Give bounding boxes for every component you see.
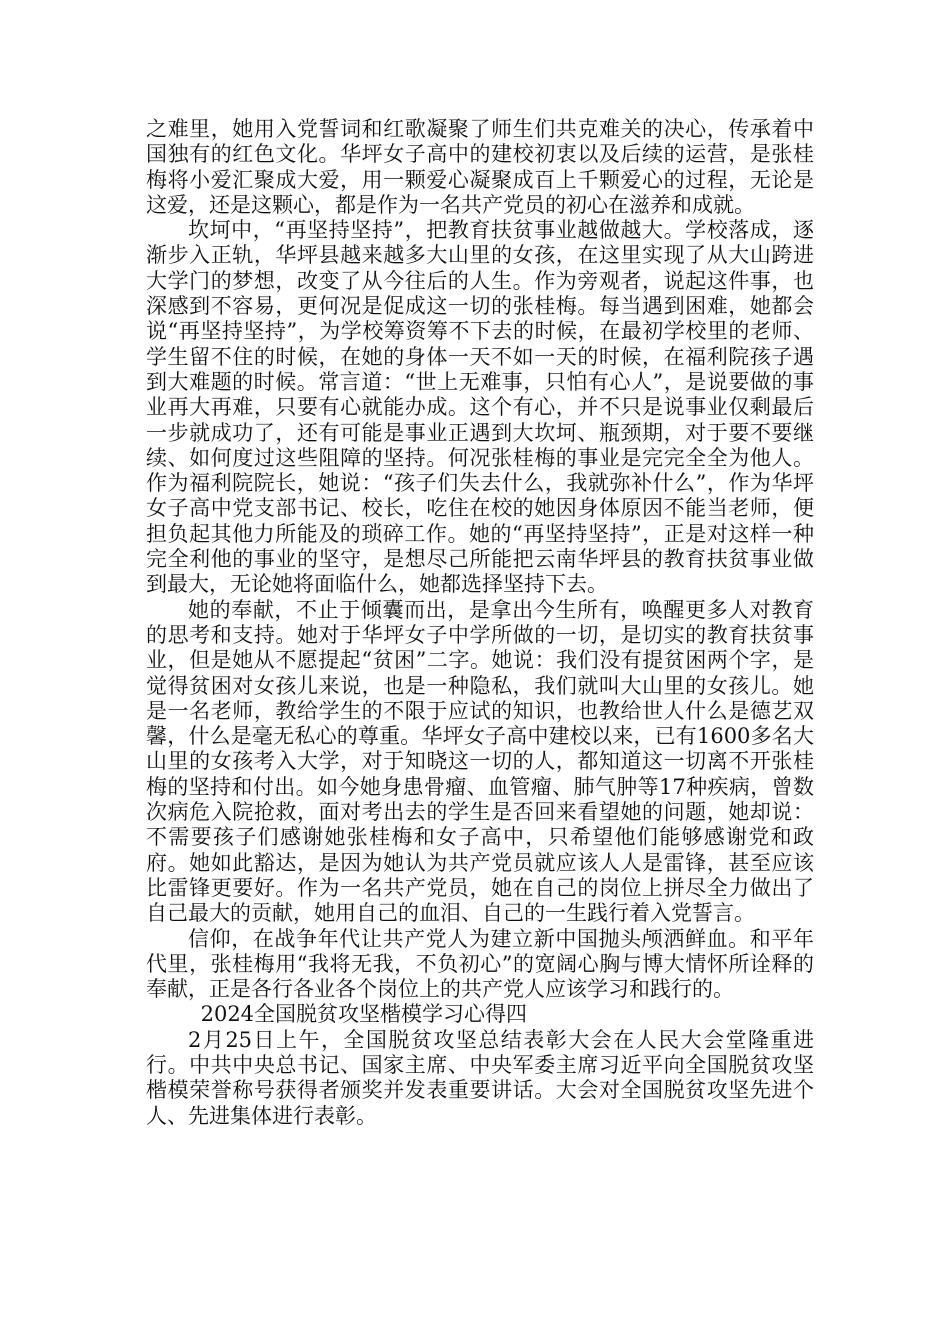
section-heading: 2024全国脱贫攻坚楷模学习心得四 [200, 1002, 528, 1027]
paragraph-dedication: 她的奉献，不止于倾囊而出，是拿出今生所有，唤醒更多人对教育的思考和支持。她对于华坪女子中学所做的一切，是切实的教育扶贫事业，但是她从不愿提起“贫困”二字。她说：我们没有提贫困两个字，是觉得贫困对女孩儿来说，也是一种隐私，我们就叫大山里的女孩儿。她是一名老师，教给学生的不限于应试的知识，也教给世人什么是德艺双馨，什么是毫无私心的尊重。华坪女子高中建校以来，已有1600多名大山里的女孩考入大学，对于知晓这一切的人，都知道这一切离不开张桂梅的坚持和付出。如今她身患骨瘤、血管瘤、肺气肿等17种疾病，曾数次病危入院抢救，面对考出去的学生是否回来看望她的问题，她却说：不需要孩子们感谢她张桂梅和女子高中，只希望他们能够感谢党和政府。她如此豁达，是因为她认为共产党员就应该人人是雷锋，甚至应该比雷锋更要好。作为一名共产党员，她在自己的岗位上拼尽全力做出了自己最大的贡献，她用自己的血泪、自己的一生践行着入党誓言。 [146, 597, 814, 926]
document-body [146, 117, 814, 1129]
paragraph-faith: 信仰，在战争年代让共产党人为建立新中国抛头颅洒鲜血。和平年代里，张桂梅用“我将无我，不负初心”的宽阔心胸与博大情怀所诠释的奉献，正是各行各业各个岗位上的共产党人应该学习和践行的。 [146, 926, 814, 1002]
paragraph-closing: 2月25日上午，全国脱贫攻坚总结表彰大会在人民大会堂隆重进行。中共中央总书记、国家主席、中央军委主席习近平向全国脱贫攻坚楷模荣誉称号获得者颁奖并发表重要讲话。大会对全国脱贫攻坚先进个人、先进集体进行表彰。 [146, 1027, 814, 1128]
paragraph-continuation: 之难里，她用入党誓词和红歌凝聚了师生们共克难关的决心，传承着中国独有的红色文化。华坪女子高中的建校初衷以及后续的运营，是张桂梅将小爱汇聚成大爱，用一颗爱心凝聚成百上千颗爱心的过程，无论是这爱，还是这颗心，都是作为一名共产党员的初心在滋养和成就。 [146, 117, 814, 217]
paragraph-persistence: 坎坷中，“再坚持坚持”，把教育扶贫事业越做越大。学校落成，逐渐步入正轨，华坪县越来越多大山里的女孩，在这里实现了从大山跨进大学门的梦想，改变了从今往后的人生。作为旁观者，说起这件事，也深感到不容易，更何况是促成这一切的张桂梅。每当遇到困难，她都会说“再坚持坚持”，为学校筹资筹不下去的时候，在最初学校里的老师、学生留不住的时候，在她的身体一天不如一天的时候，在福利院孩子遇到大难题的时候。常言道：“世上无难事，只怕有心人”，是说要做的事业再大再难，只要有心就能办成。这个有心，并不只是说事业仅剩最后一步就成功了，还有可能是事业正遇到大坎坷、瓶颈期，对于要不要继续、如何度过这些阻障的坚持。何况张桂梅的事业是完完全全为他人。作为福利院院长，她说：“孩子们失去什么，我就弥补什么”，作为华坪女子高中党支部书记、校长，吃住在校的她因身体原因不能当老师，便担负起其他力所能及的琐碎工作。她的“再坚持坚持”，正是对这样一种完全利他的事业的坚守，是想尽己所能把云南华坪县的教育扶贫事业做到最大，无论她将面临什么，她都选择坚持下去。 [146, 218, 814, 597]
